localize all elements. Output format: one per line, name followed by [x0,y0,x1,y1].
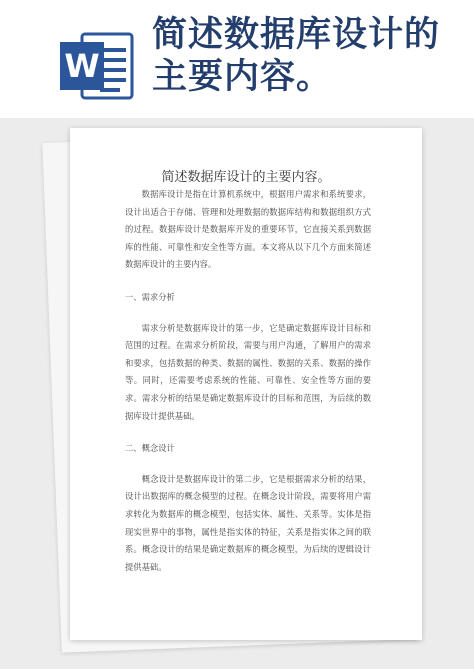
document-body [125,186,371,576]
section-paragraph: 需求分析是数据库设计的第一步，它是确定数据库设计目标和范围的过程。在需求分析阶段，需要与用户沟通，了解用户的需求和要求，包括数据的种类、数据的属性、数据的关系、数据的操作等。同时，还需要考虑系统的性能、可靠性、安全性等方面的要求。需求分析的结果是确定数据库设计的目标和范围，为后续的数据库设计提供基础。 [125,322,371,421]
word-icon [58,30,134,102]
section-heading: 二、概念设计 [125,443,175,454]
banner-title-line: 简述数据库设计的 [152,15,441,55]
word-logo-letter: W [64,47,100,85]
intro-paragraph: 数据库设计是指在计算机系统中，根据用户需求和系统要求，设计出适合于存储、管理和处理数据的数据库结构和数据组织方式的过程。数据库设计是数据库开发的重要环节，它直接关系到数据库的性能、可靠性和安全性等方面。本文将从以下几个方面来简述数据库设计的主要内容。 [125,189,371,270]
banner [0,0,474,118]
section-heading: 一、需求分析 [125,291,175,302]
document-page [70,128,422,640]
banner-title-line: 主要内容。 [152,57,333,97]
document-title: 简述数据库设计的主要内容。 [161,170,331,185]
banner-title [152,14,468,98]
section-paragraph: 概念设计是数据库设计的第二步，它是根据需求分析的结果，设计出数据库的概念模型的过程。在概念设计阶段，需要将用户需求转化为数据库的概念模型，包括实体、属性、关系等。实体是指现实世界中的事物，属性是指实体的特征，关系是指实体之间的联系。概念设计的结果是确定数据库的概念模型，为后续的逻辑设计提供基础。 [125,473,371,572]
